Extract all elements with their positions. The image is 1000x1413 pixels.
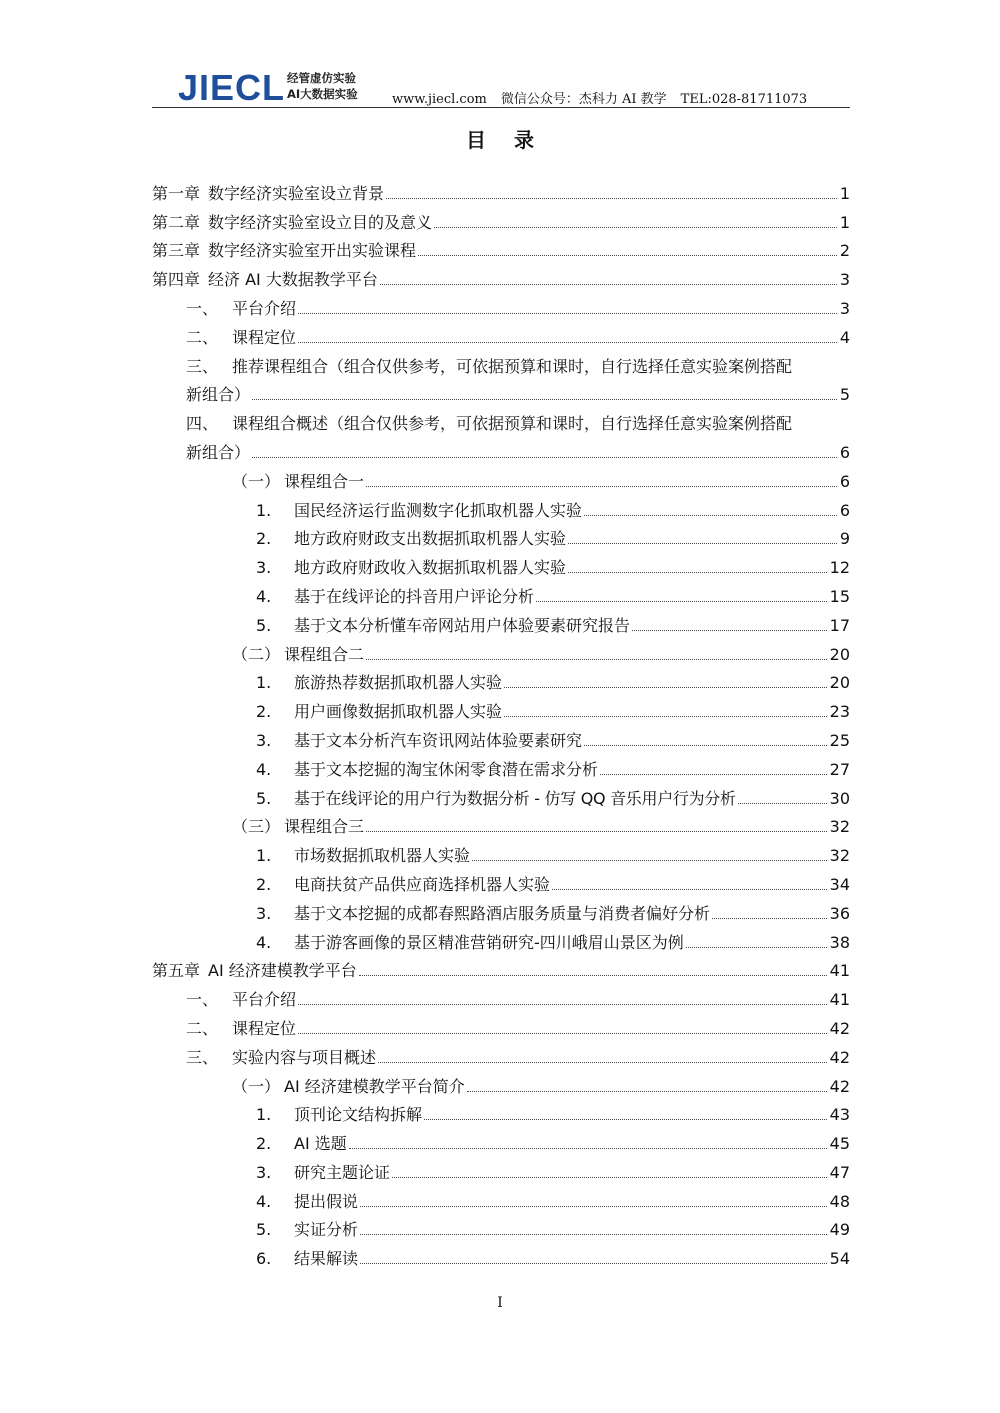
header-contact [392, 88, 821, 107]
toc-entry[interactable]: 2. 用户画像数据抓取机器人实验 23 [256, 702, 850, 722]
toc-entry[interactable]: 5. 实证分析 49 [256, 1220, 850, 1240]
toc-entry[interactable]: 6. 结果解读 54 [256, 1249, 850, 1269]
header-wechat: 微信公众号：杰科力 AI 教学 [500, 92, 667, 107]
toc-entry[interactable]: 3. 研究主题论证 47 [256, 1162, 850, 1182]
toc-entry[interactable]: 四、 课程组合概述（组合仅供参考，可依据预算和课时，自行选择任意实验案例搭配 [186, 414, 793, 434]
page-header [152, 66, 850, 108]
toc-entry[interactable]: （一） AI 经济建模教学平台简介 42 [232, 1076, 850, 1096]
toc-entry[interactable]: 4. 基于文本挖掘的淘宝休闲零食潜在需求分析 27 [256, 759, 850, 779]
toc-entry-continuation[interactable]: 新组合） 6 [186, 442, 850, 462]
toc-entry[interactable]: 1. 旅游热荐数据抓取机器人实验 20 [256, 673, 850, 693]
header-website: www.jiecl.com [392, 92, 487, 107]
toc-entry[interactable]: 1. 市场数据抓取机器人实验 32 [256, 846, 850, 866]
toc-entry[interactable]: 4. 提出假说 48 [256, 1191, 850, 1211]
toc-entry[interactable]: （一） 课程组合一 6 [232, 471, 850, 491]
toc-entry-continuation[interactable]: 新组合） 5 [186, 385, 850, 405]
toc-entry[interactable]: （二） 课程组合二 20 [232, 644, 850, 664]
toc-entry[interactable]: 3. 基于文本分析汽车资讯网站体验要素研究 25 [256, 730, 850, 750]
header-divider [152, 107, 850, 108]
toc-entry[interactable]: 二、 课程定位 4 [186, 327, 850, 347]
toc-entry[interactable]: 3. 地方政府财政收入数据抓取机器人实验 12 [256, 558, 850, 578]
jiecl-logo: JIECL [178, 67, 286, 108]
page-title: 目录 [466, 128, 562, 152]
toc-entry[interactable]: 2. 地方政府财政支出数据抓取机器人实验 9 [256, 529, 850, 549]
toc-entry[interactable]: 4. 基于游客画像的景区精准营销研究-四川峨眉山景区为例 38 [256, 932, 850, 952]
toc-entry[interactable]: （三） 课程组合三 32 [232, 817, 850, 837]
logo-subtitle-line-1: 经管虚仿实验 [287, 71, 356, 85]
toc-entry[interactable]: 1. 国民经济运行监测数字化抓取机器人实验 6 [256, 500, 850, 520]
toc-entry[interactable]: 第四章 经济 AI 大数据教学平台 3 [152, 270, 850, 290]
toc-entry[interactable]: 5. 基于文本分析懂车帝网站用户体验要素研究报告 17 [256, 615, 850, 635]
toc-entry[interactable]: 2. 电商扶贫产品供应商选择机器人实验 34 [256, 874, 850, 894]
toc-entry[interactable]: 第三章 数字经济实验室开出实验课程 2 [152, 241, 850, 261]
toc-entry[interactable]: 3. 基于文本挖掘的成都春熙路酒店服务质量与消费者偏好分析 36 [256, 903, 850, 923]
toc-entry[interactable]: 第一章 数字经济实验室设立背景 1 [152, 183, 850, 203]
toc-entry[interactable]: 4. 基于在线评论的抖音用户评论分析 15 [256, 586, 850, 606]
toc-entry[interactable]: 一、 平台介绍 41 [186, 990, 850, 1010]
toc-entry[interactable]: 1. 顶刊论文结构拆解 43 [256, 1105, 850, 1125]
toc-entry[interactable]: 2. AI 选题 45 [256, 1134, 850, 1154]
header-tel: TEL:028-81711073 [680, 92, 808, 107]
toc-entry[interactable]: 二、 课程定位 42 [186, 1018, 850, 1038]
toc-entry[interactable]: 三、 实验内容与项目概述 42 [186, 1047, 850, 1067]
logo-subtitle [287, 70, 358, 102]
toc-entry[interactable]: 一、 平台介绍 3 [186, 298, 850, 318]
toc-entry[interactable]: 三、 推荐课程组合（组合仅供参考，可依据预算和课时，自行选择任意实验案例搭配 [186, 356, 793, 376]
toc-entry[interactable]: 第五章 AI 经济建模教学平台 41 [152, 961, 850, 981]
toc-entry[interactable]: 5. 基于在线评论的用户行为数据分析 - 仿写 QQ 音乐用户行为分析 30 [256, 788, 850, 808]
toc-entry[interactable]: 第二章 数字经济实验室设立目的及意义 1 [152, 212, 850, 232]
page-number: I [497, 1295, 503, 1311]
logo-subtitle-line-2: AI大数据实验 [287, 87, 358, 101]
table-of-contents [152, 175, 850, 1269]
